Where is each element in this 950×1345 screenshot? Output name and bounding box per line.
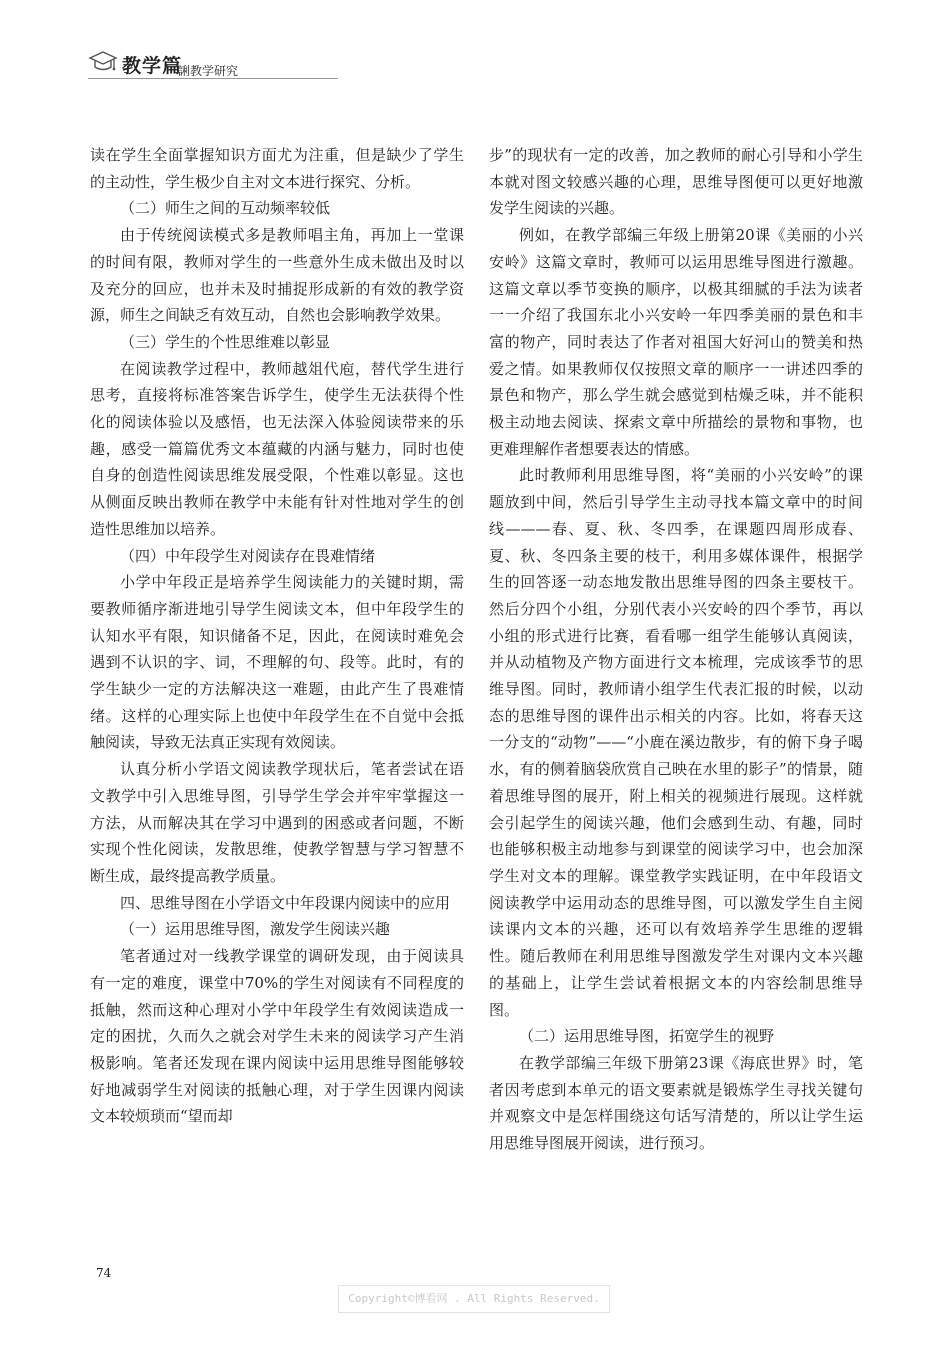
copyright-watermark: Copyright©博看网 . All Rights Reserved.: [338, 1285, 610, 1313]
body-paragraph: 步”的现状有一定的改善，加之教师的耐心引导和小学生本就对图文较感兴趣的心理，思维导图便可以更好地激发学生阅读的兴趣。: [489, 146, 863, 218]
body-paragraph: 由于传统阅读模式多是教师唱主角，再加上一堂课的时间有限，教师对学生的一些意外生成未做出及时以及充分的回应，也并未及时捕捉形成新的有效的教学资源，师生之间缺乏有效互动，自然也会影响教学效果。: [90, 226, 464, 325]
left-column: [90, 142, 464, 1130]
body-paragraph: 小学中年段正是培养学生阅读能力的关键时期，需要教师循序渐进地引导学生阅读文本，但中年段学生的认知水平有限，知识储备不足，因此，在阅读时难免会遇到不认识的字、词，不理解的句、段等。此时，有的学生缺少一定的方法解决这一难题，由此产生了畏难情绪。这样的心理实际上也使中年段学生在不自觉中会抵触阅读，导致无法真正实现有效阅读。: [90, 573, 464, 752]
section-heading: （一）运用思维导图，激发学生阅读兴趣: [120, 920, 391, 939]
body-paragraph: 笔者通过对一线教学课堂的调研发现，由于阅读具有一定的难度，课堂中70%的学生对阅读有不同程度的抵触，然而这种心理对小学中年段学生有效阅读造成一定的困扰，久而久之就会对学生未来的阅读学习产生消极影响。笔者还发现在课内阅读中运用思维导图能够较好地减弱学生对阅读的抵触心理，对于学生因课内阅读文本较烦琐而“望而却: [90, 947, 464, 1126]
body-paragraph: 此时教师利用思维导图，将“美丽的小兴安岭”的课题放到中间，然后引导学生主动寻找本篇文章中的时间线———春、夏、秋、冬四季，在课题四周形成春、夏、秋、冬四条主要的枝干，利用多媒体课件，根据学生的回答逐一动态地发散出思维导图的四条主要枝干。然后分四个小组，分别代表小兴安岭的四个季节，再以小组的形式进行比赛，看看哪一组学生能够认真阅读，并从动植物及产物方面进行文本梳理，完成该季节的思维导图。同时，教师请小组学生代表汇报的时候，以动态的思维导图的课件出示相关的内容。比如，将春天这一分支的“动物”——“小鹿在溪边散步，有的俯下身子喝水，有的侧着脑袋欣赏自己映在水里的影子”的情景，随着思维导图的展开，附上相关的视频进行展现。这样就会引起学生的阅读兴趣，他们会感到生动、有趣，同时也能够积极主动地参与到课堂的阅读学习中，也会加深学生对文本的理解。课堂教学实践证明，在中年段语文阅读教学中运用动态的思维导图，可以激发学生自主阅读课内文本的兴趣，还可以有效培养学生思维的逻辑性。随后教师在利用思维导图激发学生对课内文本兴趣的基础上，让学生尝试着根据文本的内容绘制思维导图。: [489, 466, 863, 1019]
right-column: [489, 142, 863, 1157]
body-paragraph: 在教学部编三年级下册第23课《海底世界》时，笔者因考虑到本单元的语文要素就是锻炼学生寻找关键句并观察文中是怎样围绕这句话写清楚的，所以让学生运用思维导图展开阅读，进行预习。: [489, 1053, 863, 1153]
graduation-cap-icon: [88, 50, 118, 76]
section-title: 教学篇: [122, 55, 183, 77]
section-heading: （二）运用思维导图，拓宽学生的视野: [519, 1027, 775, 1046]
body-paragraph: 例如，在教学部编三年级上册第20课《美丽的小兴安岭》这篇文章时，教师可以运用思维导图进行激趣。这篇文章以季节变换的顺序，以极其细腻的手法为读者一一介绍了我国东北小兴安岭一年四季美丽的景色和丰富的物产，同时表达了作者对祖国大好河山的赞美和热爱之情。如果教师仅仅按照文章的顺序一一讲述四季的景色和物产，那么学生就会感觉到枯燥乏味，并不能积极主动地去阅读、探索文章中所描绘的景物和事物，也更难理解作者想要表达的情感。: [489, 226, 863, 458]
body-paragraph: 认真分析小学语文阅读教学现状后，笔者尝试在语文教学中引入思维导图，引导学生学会并牢牢掌握这一方法，从而解决其在学习中遇到的困惑或者问题，不断实现个性化阅读，发散思维，使教学智慧与学习智慧不断生成，最终提高教学质量。: [90, 760, 464, 885]
header-rule: [88, 78, 338, 79]
body-paragraph: 在阅读教学过程中，教师越俎代庖，替代学生进行思考，直接将标准答案告诉学生，使学生无法获得个性化的阅读体验以及感悟，也无法深入体验阅读带来的乐趣，感受一篇篇优秀文本蕴藏的内涵与魅力，同时也使自身的创造性阅读思维发展受限，个性难以彰显。这也从侧面反映出教师在教学中未能有针对性地对学生的创造性思维加以培养。: [90, 359, 464, 538]
section-heading: 四、思维导图在小学语文中年段课内阅读中的应用: [120, 893, 451, 912]
body-paragraph: 读在学生全面掌握知识方面尤为注重，但是缺少了学生的主动性，学生极少自主对文本进行探究、分析。: [90, 146, 464, 191]
section-heading: （三）学生的个性思维难以彰显: [120, 332, 331, 351]
section-heading: （四）中年段学生对阅读存在畏难情绪: [120, 546, 376, 565]
section-subtitle: 誗教学研究: [178, 64, 239, 78]
page-number: 74: [96, 1266, 112, 1280]
section-heading: （二）师生之间的互动频率较低: [120, 199, 331, 218]
